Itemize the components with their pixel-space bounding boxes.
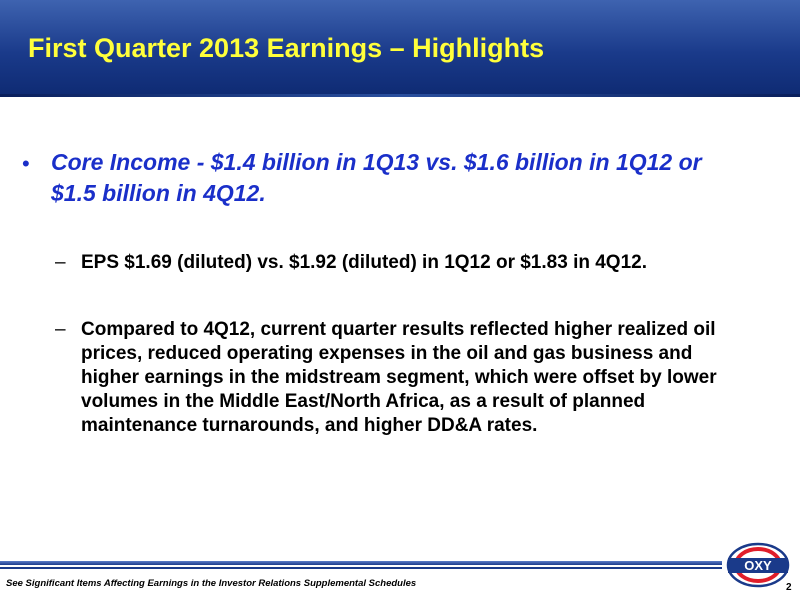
title-band <box>0 0 800 97</box>
sub-bullet-eps-text: EPS $1.69 (diluted) vs. $1.92 (diluted) in 1Q12 or $1.83 in 4Q12. <box>81 252 647 273</box>
sub-bullet-marker: – <box>55 319 66 340</box>
oxy-logo-icon <box>724 540 792 590</box>
logo-text: OXY <box>744 558 772 573</box>
sub-bullet-comparison-text: Compared to 4Q12, current quarter results reflected higher realized oil prices, reduced operating expenses in the oil and gas business and higher earnings in the midstream segment, which were offset by lower volumes in the Middle East/North Africa, as a result of planned maintenance turnarounds, and higher DD&A rates. <box>81 319 717 436</box>
sub-bullet-marker: – <box>55 252 66 273</box>
footnote: See Significant Items Affecting Earnings in the Investor Relations Supplemental Schedules <box>6 578 417 589</box>
footer-divider-thin <box>0 567 722 569</box>
page-number: 2 <box>786 582 792 593</box>
slide-title: First Quarter 2013 Earnings – Highlights <box>28 33 545 63</box>
main-bullet-text: Core Income - $1.4 billion in 1Q13 vs. $1.6 billion in 1Q12 or $1.5 billion in 4Q12. <box>51 149 702 206</box>
bullet-marker: • <box>22 151 30 176</box>
footer-divider <box>0 561 722 565</box>
